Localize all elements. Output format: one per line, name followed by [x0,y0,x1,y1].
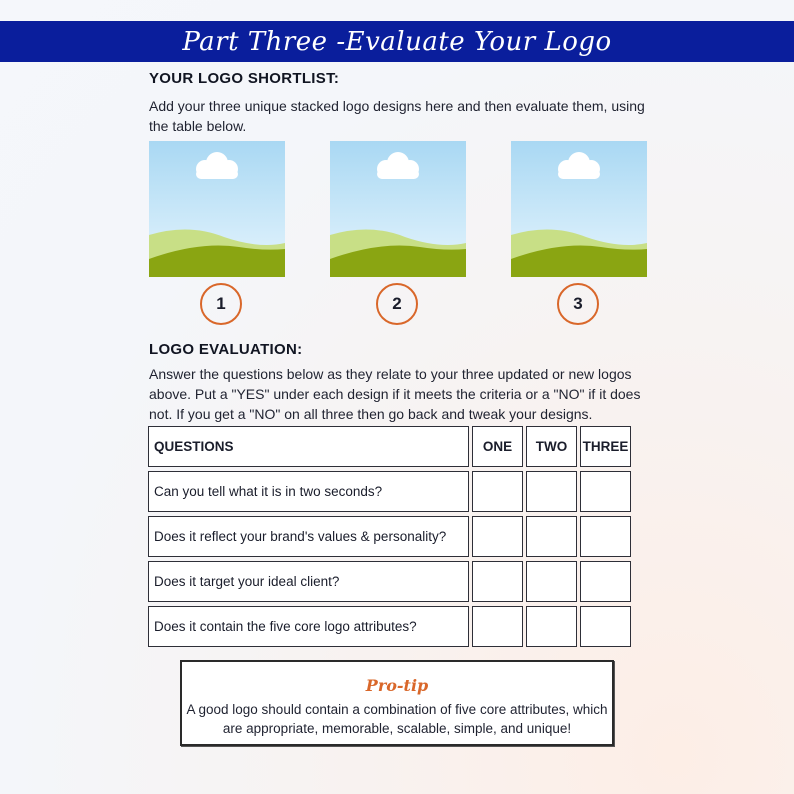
header-one: ONE [472,426,523,467]
logo-number-badge-2: 2 [376,283,418,325]
evaluation-description: Answer the questions below as they relate to your three updated or new logos above. Put a "YES" under each design if it meets the criteria or a "NO" if it does not. If you get a "NO" on all three then go back and tweak your designs. [149,366,641,422]
answer-cell-2-one[interactable] [472,516,523,557]
answer-cell-1-two[interactable] [526,471,577,512]
evaluation-heading: LOGO EVALUATION: [149,341,303,358]
question-4: Does it contain the five core logo attributes? [148,606,469,647]
page-title: Part Three -Evaluate Your Logo [182,26,612,57]
answer-cell-3-two[interactable] [526,561,577,602]
image-placeholder-icon [330,141,466,277]
answer-cell-2-two[interactable] [526,516,577,557]
answer-cell-4-one[interactable] [472,606,523,647]
answer-cell-1-three[interactable] [580,471,631,512]
answer-cell-3-one[interactable] [472,561,523,602]
answer-cell-3-three[interactable] [580,561,631,602]
image-placeholder-icon [149,141,285,277]
shortlist-heading: YOUR LOGO SHORTLIST: [149,70,340,87]
answer-cell-4-two[interactable] [526,606,577,647]
logo-placeholder-1[interactable] [149,141,285,277]
protip-box [180,660,614,746]
logo-number-badge-3: 3 [557,283,599,325]
answer-cell-1-one[interactable] [472,471,523,512]
logo-number-badge-1: 1 [200,283,242,325]
question-2: Does it reflect your brand's values & personality? [148,516,469,557]
answer-cell-4-three[interactable] [580,606,631,647]
protip-title: Pro-tip [365,676,429,695]
header-questions: QUESTIONS [148,426,469,467]
protip-text: A good logo should contain a combination of five core attributes, which are appropriate, memorable, scalable, simple, and unique! [186,702,608,736]
logo-placeholder-2[interactable] [330,141,466,277]
question-3: Does it target your ideal client? [148,561,469,602]
image-placeholder-icon [511,141,647,277]
header-three: THREE [580,426,631,467]
title-banner [0,21,794,62]
logo-placeholder-3[interactable] [511,141,647,277]
shortlist-description: Add your three unique stacked logo designs here and then evaluate them, using the table below. [149,98,645,134]
header-two: TWO [526,426,577,467]
answer-cell-2-three[interactable] [580,516,631,557]
question-1: Can you tell what it is in two seconds? [148,471,469,512]
